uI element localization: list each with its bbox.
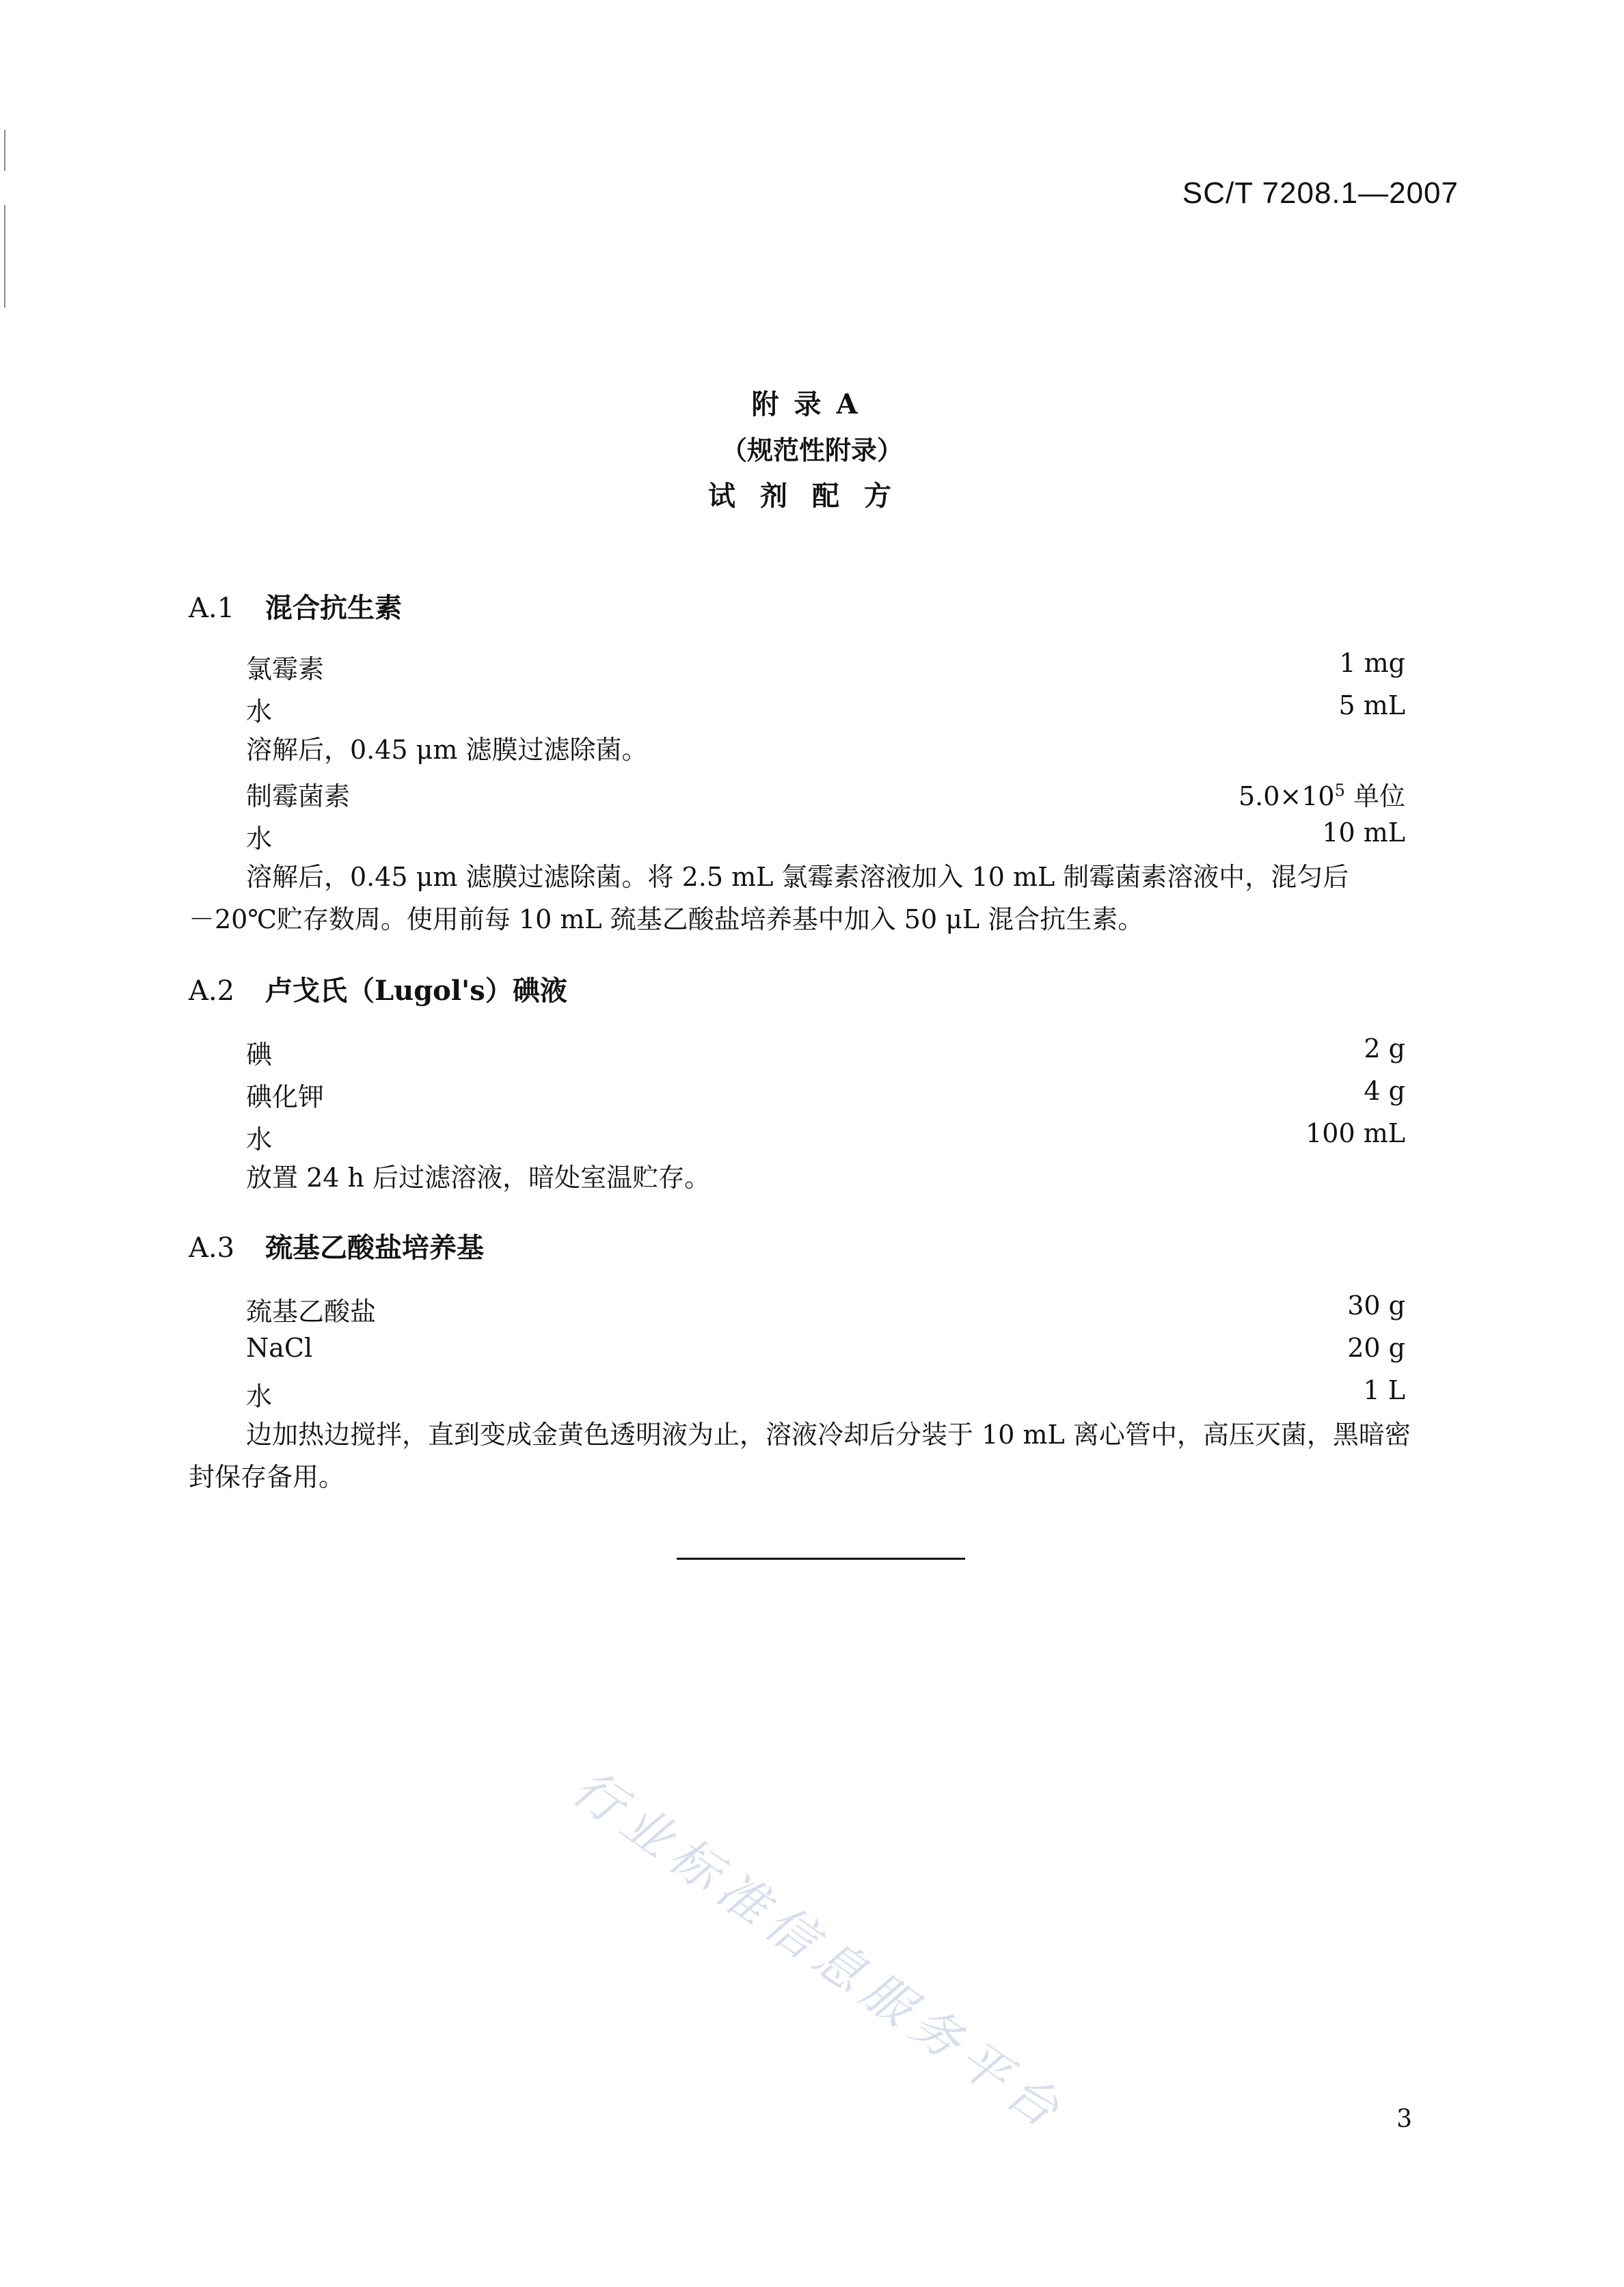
section-number: A.1: [189, 593, 235, 624]
procedure-note: 放置 24 h 后过滤溶液，暗处室温贮存。: [246, 1163, 711, 1193]
page-number: 3: [1396, 2105, 1412, 2133]
reagent-name: 碘化钾: [246, 1082, 325, 1112]
section-a2-heading: [189, 969, 567, 1008]
section-number: A.3: [189, 1232, 235, 1264]
procedure-note: 边加热边搅拌，直到变成金黄色透明液为止，溶液冷却后分装于 10 mL 离心管中，高压灭菌，黑暗密: [246, 1420, 1411, 1450]
appendix-type: （规范性附录）: [720, 435, 903, 465]
reagent-amount: 20 g: [1347, 1333, 1405, 1363]
section-title: 混合抗生素: [265, 592, 402, 624]
procedure-note: －20℃贮存数周。使用前每 10 mL 巯基乙酸盐培养基中加入 50 μL 混合抗生素。: [189, 904, 1144, 934]
reagent-row: [246, 1118, 1405, 1156]
margin-mark: [4, 205, 5, 308]
reagent-amount: 5 mL: [1338, 690, 1405, 720]
margin-mark: [4, 130, 5, 171]
reagent-name: 巯基乙酸盐: [246, 1297, 377, 1327]
reagent-name: 水: [246, 824, 273, 854]
procedure-note: 溶解后，0.45 μm 滤膜过滤除菌。: [246, 735, 648, 765]
reagent-name: 水: [246, 1381, 273, 1411]
reagent-name: NaCl: [246, 1333, 313, 1363]
reagent-amount: 2 g: [1364, 1033, 1405, 1064]
reagent-name: 碘: [246, 1040, 273, 1070]
reagent-amount: $5.0\times 10^5$ 单位: [1238, 781, 1405, 811]
reagent-amount: 1 L: [1363, 1375, 1405, 1405]
appendix-title: 附录A: [751, 388, 873, 420]
section-a1-heading: [189, 586, 402, 625]
section-title: 巯基乙酸盐培养基: [265, 1232, 484, 1264]
reagent-row: [246, 1076, 1405, 1113]
reagent-amount: 1 mg: [1339, 648, 1405, 678]
reagent-row: [246, 648, 1405, 686]
reagent-amount: 10 mL: [1322, 817, 1405, 848]
procedure-note: 溶解后，0.45 μm 滤膜过滤除菌。将 2.5 mL 氯霉素溶液加入 10 mL 制霉菌素溶液中，混匀后: [246, 862, 1349, 892]
reagent-name: 氯霉素: [246, 654, 325, 684]
reagent-row: [246, 1290, 1405, 1328]
doc-code: SC/T 7208.1—2007: [1182, 176, 1459, 210]
reagent-name: 水: [246, 696, 273, 727]
reagent-amount: 30 g: [1347, 1290, 1405, 1321]
reagent-amount: 4 g: [1364, 1076, 1405, 1106]
section-title: 卢戈氏（Lugol's）碘液: [265, 975, 567, 1007]
section-number: A.2: [189, 975, 235, 1007]
reagent-name: 水: [246, 1124, 273, 1154]
procedure-note: 封保存备用。: [189, 1462, 345, 1492]
reagent-row: [246, 1375, 1405, 1413]
appendix-subject: 试剂配方: [708, 480, 916, 512]
end-rule: [677, 1558, 965, 1560]
reagent-amount: 100 mL: [1305, 1118, 1405, 1148]
watermark: 行业标准信息服务平台: [562, 1759, 1077, 2143]
reagent-row: [246, 775, 1405, 813]
section-a3-heading: [189, 1226, 484, 1265]
reagent-row: [246, 1033, 1405, 1071]
reagent-row: [246, 690, 1405, 728]
reagent-row: [246, 817, 1405, 855]
reagent-row: [246, 1333, 1405, 1363]
reagent-name: 制霉菌素: [246, 781, 351, 811]
